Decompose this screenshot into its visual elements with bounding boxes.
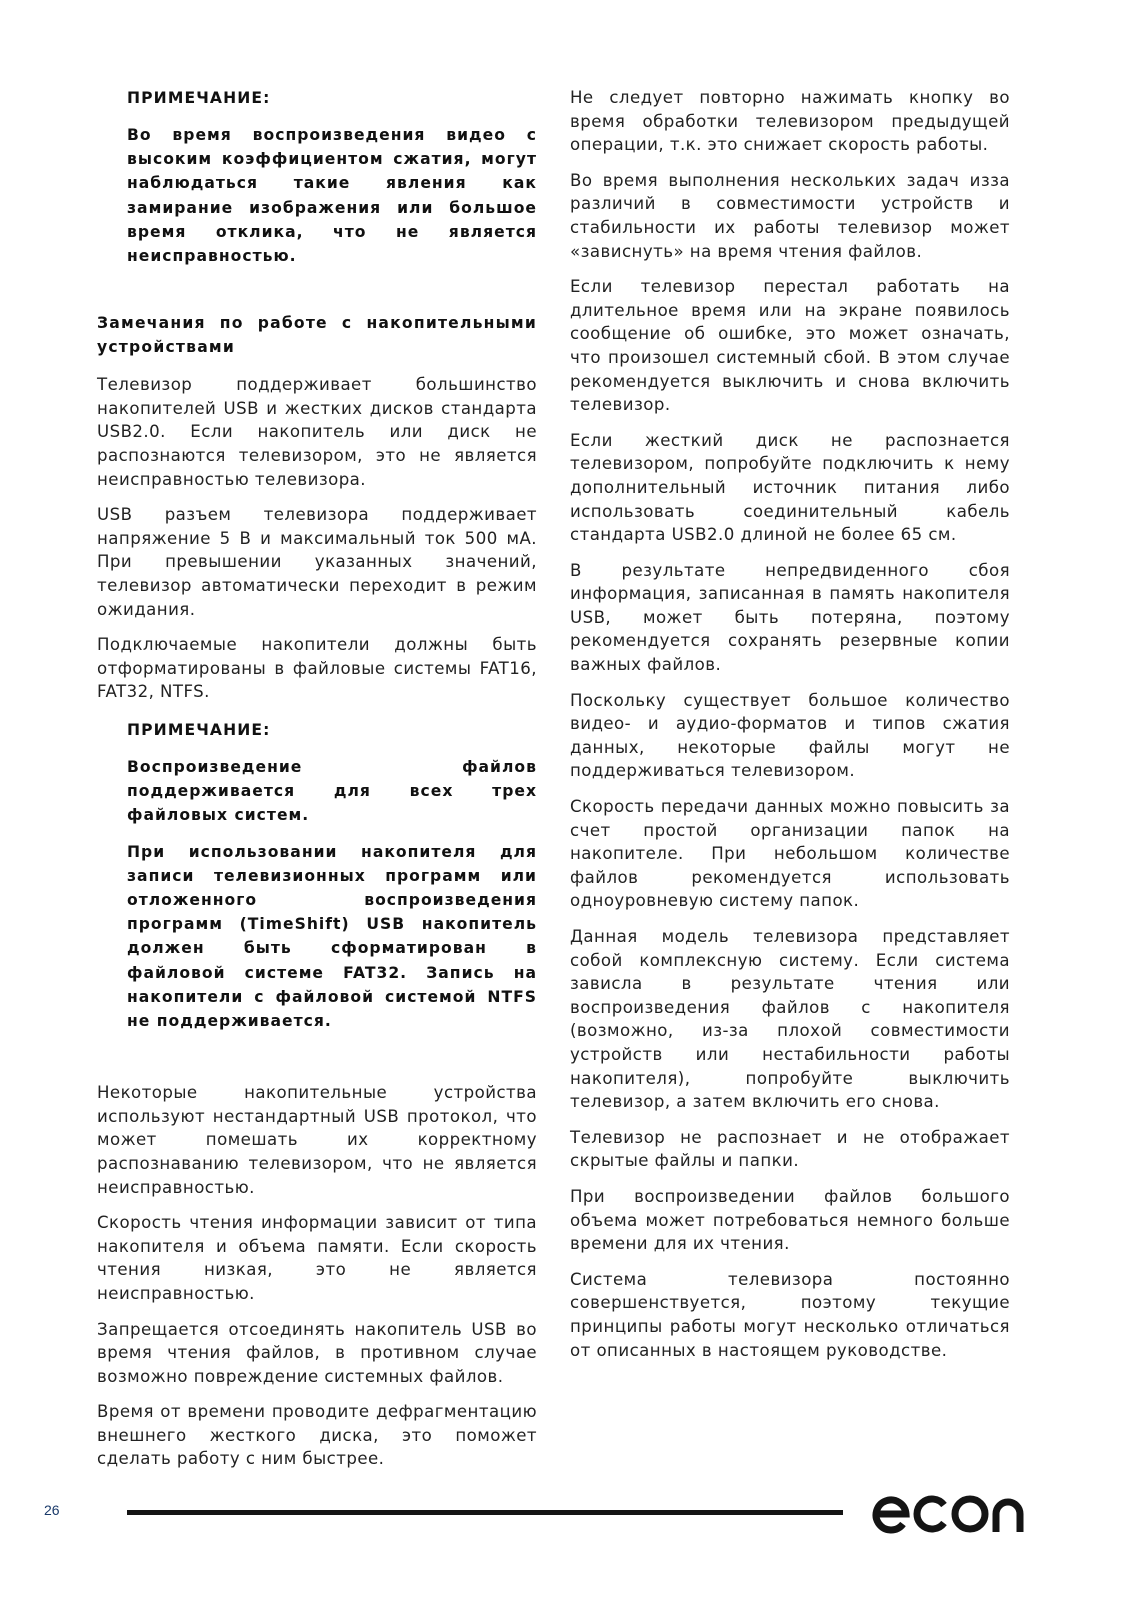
note-title: ПРИМЕЧАНИЕ: xyxy=(127,720,271,739)
body-paragraph: Время от времени проводите дефрагментацию внешнего жесткого диска, это поможет сделать работу с ним быстрее. xyxy=(97,1402,537,1469)
body-paragraph: USB разъем телевизора поддерживает напряжение 5 В и максимальный ток 500 мА. При превышении указанных значений, телевизор автоматически переходит в режим ожидания. xyxy=(97,505,537,619)
body-paragraph: Данная модель телевизора представляет собой комплексную систему. Если система зависла в результате чтения или воспроизведения файлов с накопителя (возможно, из-за плохой совместимости устройств или нестабильности работы накопителя), попробуйте выключить телевизор, а затем включить его снова. xyxy=(570,927,1010,1112)
body-paragraph: Не следует повторно нажимать кнопку во время обработки телевизором предыдущей операции, т.к. это снижает скорость работы. xyxy=(570,88,1010,155)
body-paragraph: Некоторые накопительные устройства используют нестандартный USB протокол, что может помешать их корректному распознаванию телевизором, что не является неисправностью. xyxy=(97,1083,537,1197)
section-heading: Замечания по работе с накопительными устройствами xyxy=(97,314,537,357)
left-column xyxy=(97,86,537,1483)
right-column xyxy=(570,86,1010,1374)
note-block-1 xyxy=(97,86,537,268)
body-paragraph: Поскольку существует большое количество видео- и аудио-форматов и типов сжатия данных, некоторые файлы могут не поддерживаться телевизором. xyxy=(570,690,1010,781)
body-paragraph: Скорость передачи данных можно повысить за счет простой организации папок на накопителе. При небольшом количестве файлов рекомендуется использовать одноуровневую систему папок. xyxy=(570,797,1010,911)
note-block-2 xyxy=(97,718,537,1033)
body-paragraph: Запрещается отсоединять накопитель USB во время чтения файлов, в противном случае возможно повреждение системных файлов. xyxy=(97,1319,537,1386)
note-text: Во время воспроизведения видео с высоким коэффициентом сжатия, могут наблюдаться такие явления как замирание изображения или большое время отклика, что не является неисправностью. xyxy=(127,126,537,266)
body-paragraph: При воспроизведении файлов большого объема может потребоваться немного больше времени для их чтения. xyxy=(570,1186,1010,1254)
note-text: Воспроизведение файлов поддерживается для всех трех файловых систем. xyxy=(127,757,537,825)
econ-logo xyxy=(872,1487,1028,1539)
body-paragraph: Подключаемые накопители должны быть отформатированы в файловые системы FAT16, FAT32, NTFS. xyxy=(97,635,537,702)
note-title: ПРИМЕЧАНИЕ: xyxy=(127,89,271,107)
body-paragraph: Телевизор поддерживает большинство накопителей USB и жестких дисков стандарта USB2.0. Если накопитель или диск не распознаются телевизором, это не является неисправностью телевизора. xyxy=(97,375,537,489)
body-paragraph: Скорость чтения информации зависит от типа накопителя и объема памяти. Если скорость чтения низкая, это не является неисправностью. xyxy=(97,1213,537,1303)
page-number: 26 xyxy=(44,1502,60,1518)
body-paragraph: Телевизор не распознает и не отображает скрытые файлы и папки. xyxy=(570,1127,1010,1171)
footer-divider xyxy=(127,1510,843,1515)
body-paragraph: Система телевизора постоянно совершенствуется, поэтому текущие принципы работы могут несколько отличаться от описанных в настоящем руководстве. xyxy=(570,1269,1010,1360)
body-paragraph: Если телевизор перестал работать на длительное время или на экране появилось сообщение об ошибке, это может означать, что произошел системный сбой. В этом случае рекомендуется выключить и снова включить телевизор. xyxy=(570,277,1010,415)
body-paragraph: Если жесткий диск не распознается телевизором, попробуйте подключить к нему дополнительный источник питания либо использовать соединительный кабель стандарта USB2.0 длиной не более 65 см. xyxy=(570,430,1010,545)
note-text: При использовании накопителя для записи телевизионных программ или отложенного воспроизведения программ (TimeShift) USB накопитель должен быть сформатирован в файловой системе FAT32. Запись на накопители с файловой системой NTFS не поддерживается. xyxy=(127,842,537,1030)
body-paragraph: Во время выполнения нескольких задач изза различий в совместимости устройств и стабильности их работы телевизор может «зависнуть» на время чтения файлов. xyxy=(570,170,1010,261)
body-paragraph: В результате непредвиденного сбоя информация, записанная в память накопителя USB, может быть потеряна, поэтому рекомендуется сохранять резервные копии важных файлов. xyxy=(570,560,1010,675)
